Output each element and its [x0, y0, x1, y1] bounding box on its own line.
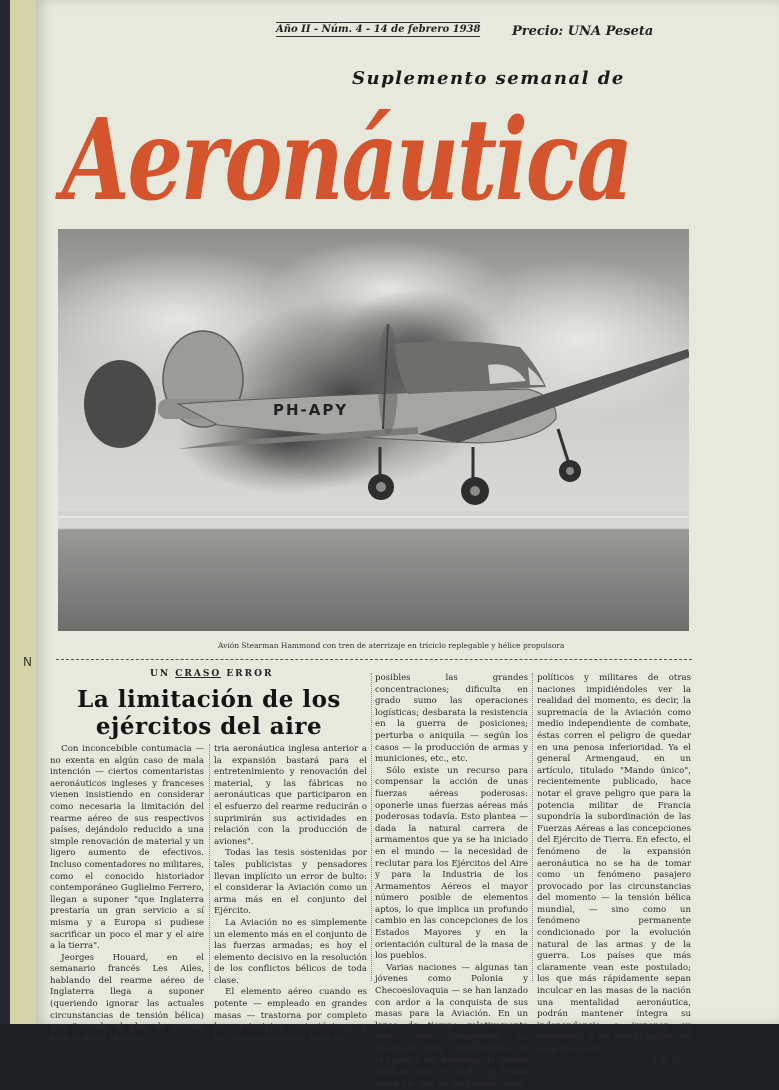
- column-3-paragraph: Varias naciones — algunas tan jóvenes como Polonia y Checoeslovaquia — se han lanzado con ardor a la conquista de sus masas para la Aviación. En un lapso de tiempo relativamente corto han conseguido ya resultados muy considerables. Si el apego a las doctrinas de guerra clásicas obra a modo de venda sobre los ojos de los grandes jefes: [375, 962, 528, 1089]
- aircraft-registration: PH-APY: [273, 401, 349, 419]
- column-rule: [209, 744, 210, 980]
- spine-mark: N: [23, 655, 32, 669]
- column-3-paragraph: posibles las grandes concentraciones; dificulta en grado sumo las operaciones logísticas; desbarata la resistencia en la guerra de posiciones; perturba o aniquila — según los casos — la producción de armas y municiones, etc., etc.: [375, 673, 528, 765]
- airplane-photo-art: [58, 229, 689, 631]
- kicker-underlined: CRASO: [175, 669, 222, 679]
- column-2-paragraph: La Aviación no es simplemente un elemento más en el conjunto de las fuerzas armadas; es hoy el elemento decisivo en la resolución de los conflictos bélicos de toda clase.: [214, 917, 367, 986]
- kicker-pre: UN: [150, 669, 176, 679]
- airplane-photo: [58, 229, 689, 631]
- article-column-2: [214, 744, 367, 1045]
- article-headline: [44, 686, 374, 740]
- section-divider: [56, 659, 692, 660]
- kicker-post: ERROR: [221, 669, 274, 679]
- column-3-paragraph: Sólo existe un recurso para compensar la acción de unas fuerzas aéreas poderosas: oponerle unas fuerzas aéreas más poderosas todavía. Esto plantea — dada la natural carrera de armamentos que ya se ha iniciado en el mundo — la necesidad de reclutar para los Ejércitos del Aire y para la Industria de los Armamentos Aéreos el mayor número posible de elementos aptos, lo que implica un profundo cambio en las concepciones de los Estados Mayores y en la orientación cultural de la masa de los pueblos.: [375, 765, 528, 962]
- column-1-paragraph: Jeorges Houard, en el semanario francés Les Ailes, hablando del rearme aéreo de Inglaterra llega a suponer (queriendo ignorar las actuales circunstancias de tensión bélica) que "cuando el plan de rearme esté acabado la indus-: [50, 952, 204, 1044]
- author-signature: J. V.-G.: [653, 1055, 681, 1066]
- article-kicker: [150, 669, 273, 679]
- column-2-paragraph: El elemento aéreo cuando es potente — empleado en grandes masas — trastorna por completo los principios estratégicos y tácticos de la guerra; hace im-: [214, 987, 367, 1044]
- article-column-1: [50, 744, 204, 1045]
- supplement-subtitle: Suplemento semanal de: [352, 68, 625, 89]
- price-line: Precio: UNA Peseta: [512, 24, 654, 39]
- article-column-4: [537, 673, 691, 1067]
- column-rule: [371, 673, 372, 981]
- column-2-paragraph: tria aeronáutica inglesa anterior a la expansión bastará para el entretenimiento y renovación del material, y las fábricas no aeronáuticas que participaron en el esfuerzo del rearme reducirán o suprimirán sus actividades en relación con la producción de aviones".: [214, 744, 367, 847]
- headline-line-1: La limitación de los: [77, 686, 341, 713]
- column-rule: [532, 673, 533, 981]
- headline-line-2: ejércitos del aire: [95, 713, 323, 740]
- photo-caption: Avión Stearman Hammond con tren de aterrizaje en triciclo replegable y hélice propulsora: [218, 641, 565, 650]
- masthead-title: Aeronáutica: [62, 95, 631, 226]
- column-1-paragraph: Con inconcebible contumacia — no exenta en algún caso de mala intención — ciertos comentaristas aeronáuticos ingleses y franceses vienen insistiendo en considerar como necesaria la limitación del rearme aéreo de sus respectivos países, dejándolo reducido a una simple renovación de material y un ligero aumento de efectivos. Incluso comentadores no militares, como el conocido historiador contemporáneo Guglielmo Ferrero, llegan a suponer "que Inglaterra prestaría un gran servicio a sí misma y a Europa si pudiese sacrificar un poco el mar y el aire a la tierra".: [50, 744, 204, 952]
- article-column-3: [375, 673, 528, 1090]
- issue-line: Año II - Núm. 4 - 14 de febrero 1938: [276, 24, 481, 35]
- page-spine: [10, 0, 37, 1024]
- column-2-paragraph: Todas las tesis sostenidas por tales publicistas y pensadores llevan implícito un error de bulto: el considerar la Aviación como un arma más en el conjunto del Ejército.: [214, 848, 367, 917]
- column-4-paragraph: políticos y militares de otras naciones impidiéndoles ver la realidad del momento, es decir, la supremacía de la Aviación como medio independiente de combate, éstas corren el peligro de quedar en una penosa inferioridad. Ya el general Armengaud, en un artículo, titulado "Mando único", recientemente publicado, hace notar el grave peligro que para la potencia militar de Francia supondría la subordinación de las Fuerzas Aéreas a las concepciones del Ejército de Tierra. En efecto, el fenómeno de la expansión aeronáutica no se ha de tomar como un fenómeno pasajero provocado por las circunstancias del momento — la tensión bélica mundial, — sino como un fenómeno permanente condicionado por la evolución natural de las armas y de la guerra. Los países que más claramente vean este postulado; los que más rápidamente sepan inculcar en las masas de la nación una mentalidad aeronáutica, podrán mantener íntegra su independencia o imponer su hegemonía a los demás países, en caso necesario.: [537, 673, 691, 1054]
